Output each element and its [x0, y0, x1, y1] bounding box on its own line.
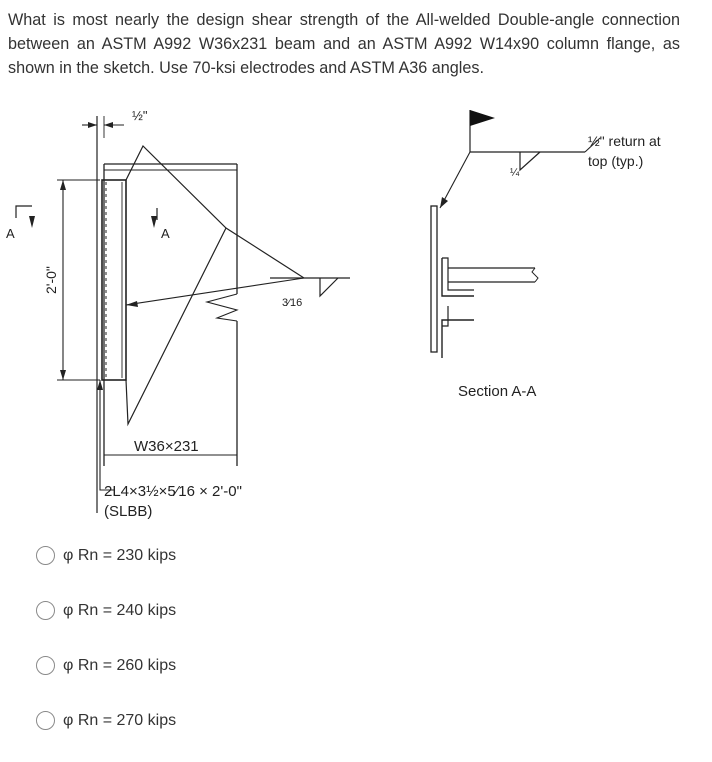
- option-label: φ Rn = 260 kips: [63, 657, 177, 674]
- radio-button[interactable]: [36, 656, 55, 675]
- connection-sketch: [0, 98, 712, 528]
- radio-button[interactable]: [36, 546, 55, 565]
- section-title: Section A-A: [458, 383, 537, 400]
- beam-label: W36×231: [134, 438, 199, 455]
- option-label: φ Rn = 230 kips: [63, 547, 177, 564]
- option-270[interactable]: [36, 709, 256, 737]
- option-label: φ Rn = 240 kips: [63, 602, 177, 619]
- radio-button[interactable]: [36, 711, 55, 730]
- shop-weld-size: ¼: [510, 167, 520, 179]
- angle-label-line2: (SLBB): [104, 503, 153, 520]
- return-note-line2: top (typ.): [588, 153, 644, 169]
- option-240[interactable]: [36, 599, 256, 627]
- section-view: [431, 110, 600, 358]
- option-260[interactable]: [36, 654, 256, 682]
- question-text: What is most nearly the design shear strength of the All-welded Double-angle connection between an ASTM A992 W36x231 beam and an ASTM A992 W14x90 column flange, as shown in the sketch. Use 70-ksi electrodes and ASTM A36 angles.: [8, 11, 680, 77]
- section-mark-right: A: [161, 226, 170, 241]
- radio-button[interactable]: [36, 601, 55, 620]
- field-weld-size: 3⁄16: [282, 297, 303, 309]
- option-230[interactable]: [36, 544, 256, 572]
- section-mark-left: A: [6, 226, 15, 241]
- return-note-line1: ½" return at: [588, 133, 661, 149]
- top-dim-label: ½": [132, 108, 148, 123]
- angle-label-line1: 2L4×3½×5⁄16 × 2'-0": [104, 483, 242, 500]
- option-label: φ Rn = 270 kips: [63, 712, 177, 729]
- length-dim-label: 2'-0": [43, 266, 59, 294]
